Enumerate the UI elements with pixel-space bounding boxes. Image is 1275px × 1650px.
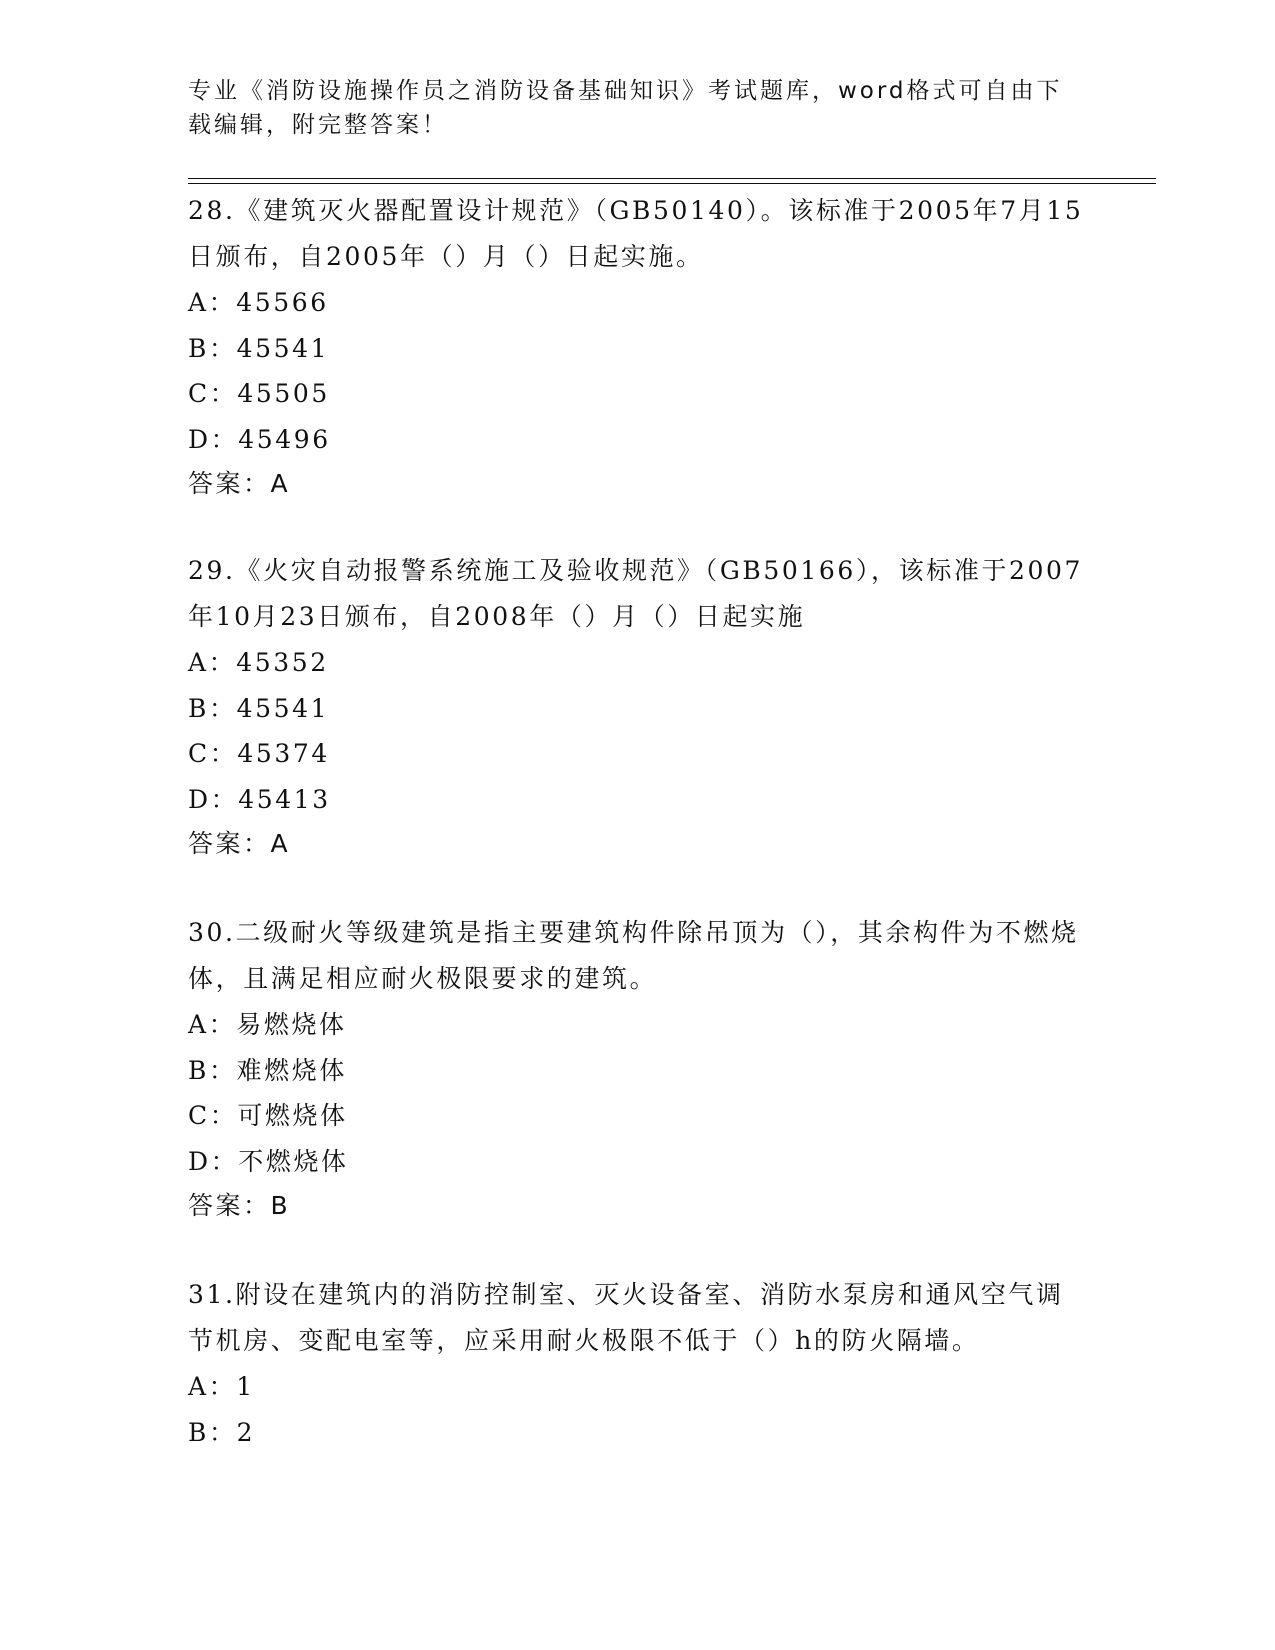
question-stem: 29.《火灾自动报警系统施工及验收规范》（GB50166），该标准于2007年10月23日颁布，自2008年（）月（）日起实施 xyxy=(188,556,1084,631)
option-d: D：不燃烧体 xyxy=(188,1146,349,1176)
question-31 xyxy=(188,1272,1088,1455)
option-a: A：45566 xyxy=(188,288,329,317)
option-d: D：45496 xyxy=(188,424,331,454)
question-stem: 31.附设在建筑内的消防控制室、灭火设备室、消防水泵房和通风空气调节机房、变配电室等，应采用耐火极限不低于（）h的防火隔墙。 xyxy=(188,1280,1064,1355)
option-b: B：2 xyxy=(188,1417,256,1447)
question-29 xyxy=(188,548,1088,866)
document-intro: 专业《消防设施操作员之消防设备基础知识》考试题库，word格式可自由下载编辑，附完整答案！ xyxy=(188,78,1063,138)
option-b: B：45541 xyxy=(188,333,330,363)
answer-key: 答案：A xyxy=(188,829,291,858)
header-divider-top xyxy=(188,178,1156,179)
question-28 xyxy=(188,188,1088,506)
option-d: D：45413 xyxy=(188,784,331,814)
question-stem: 30.二级耐火等级建筑是指主要建筑构件除吊顶为（），其余构件为不燃烧体，且满足相应耐火极限要求的建筑。 xyxy=(188,918,1079,993)
option-a: A：易燃烧体 xyxy=(188,1010,347,1039)
header-divider-bottom xyxy=(188,183,1156,184)
option-a: A：45352 xyxy=(188,648,329,677)
option-c: C：45374 xyxy=(188,739,330,768)
option-c: C：45505 xyxy=(188,379,330,408)
question-stem: 28.《建筑灭火器配置设计规范》（GB50140）。该标准于2005年7月15日颁布，自2005年（）月（）日起实施。 xyxy=(188,196,1084,271)
answer-key: 答案：A xyxy=(188,469,291,498)
question-30 xyxy=(188,910,1088,1228)
option-c: C：可燃烧体 xyxy=(188,1101,348,1130)
option-b: B：难燃烧体 xyxy=(188,1055,347,1085)
option-a: A：1 xyxy=(188,1372,255,1401)
option-b: B：45541 xyxy=(188,693,330,723)
answer-key: 答案：B xyxy=(188,1191,291,1220)
